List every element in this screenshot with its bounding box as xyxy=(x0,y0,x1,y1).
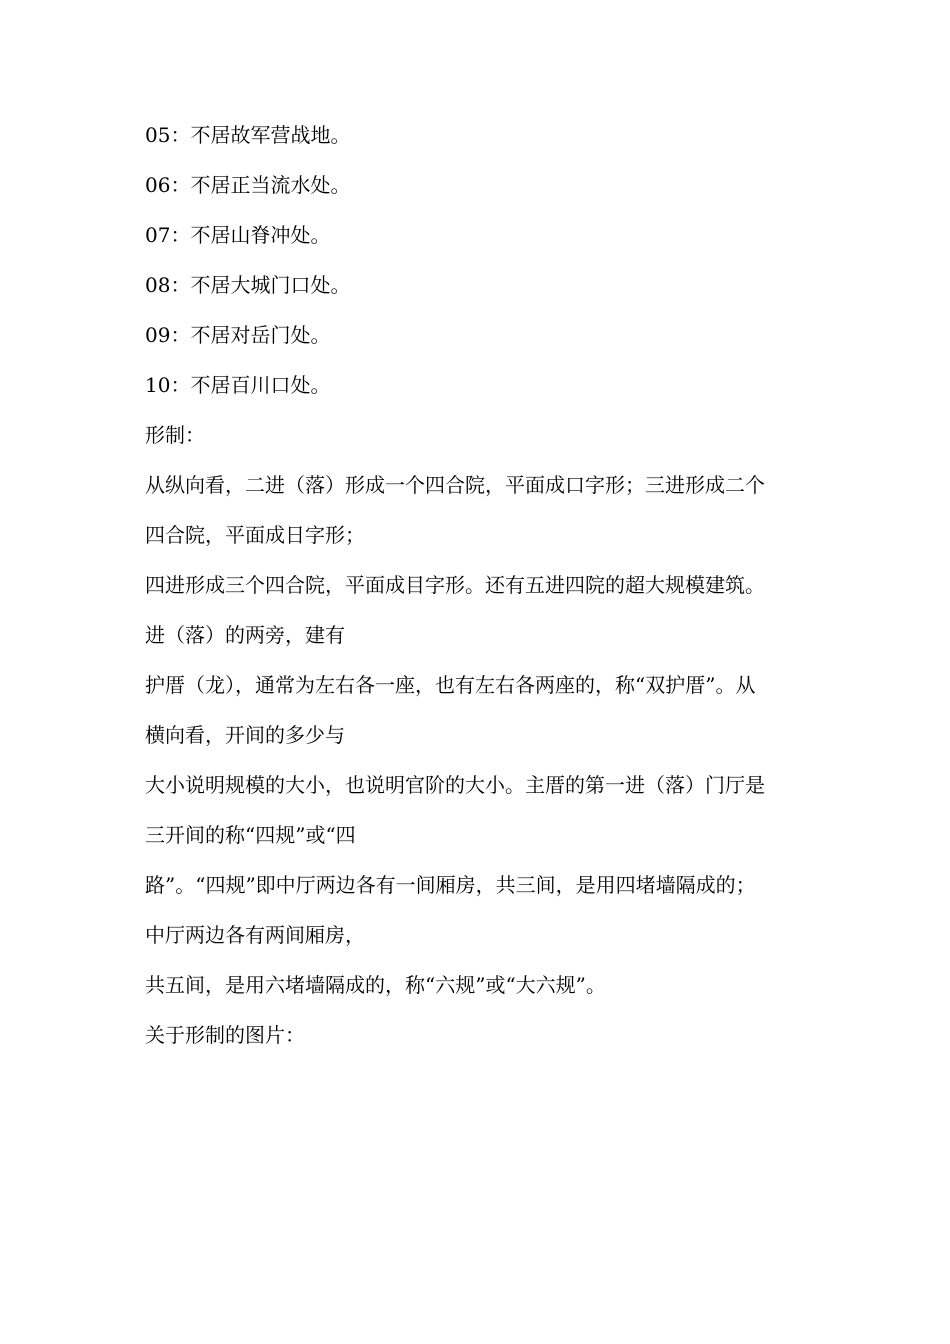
text-line-17: 中厅两边各有两间厢房， xyxy=(145,923,365,947)
text-line-16: 路”。“四规”即中厅两边各有一间厢房，共三间，是用四堵墙隔成的； xyxy=(145,873,756,897)
text-line-15: 三开间的称“四规”或“四 xyxy=(145,823,356,847)
text-line-18: 共五间，是用六堵墙隔成的，称“六规”或“大六规”。 xyxy=(145,973,606,997)
text-line-10: 四进形成三个四合院，平面成目字形。还有五进四院的超大规模建筑。 xyxy=(145,573,765,597)
text-line-9: 四合院，平面成日字形； xyxy=(145,523,365,547)
text-line-1: 05：不居故军营战地。 xyxy=(145,123,351,147)
text-line-6: 10：不居百川口处。 xyxy=(145,373,331,397)
text-line-12: 护厝（龙），通常为左右各一座，也有左右各两座的，称“双护厝”。从 xyxy=(145,673,756,697)
text-line-11: 进（落）的两旁，建有 xyxy=(145,623,345,647)
text-line-5: 09：不居对岳门处。 xyxy=(145,323,331,347)
text-line-4: 08：不居大城门口处。 xyxy=(145,273,351,297)
text-line-19: 关于形制的图片： xyxy=(145,1023,305,1047)
text-line-14: 大小说明规模的大小，也说明官阶的大小。主厝的第一进（落）门厅是 xyxy=(145,773,765,797)
section-heading-form: 形制： xyxy=(145,423,205,447)
text-line-13: 横向看，开间的多少与 xyxy=(145,723,345,747)
text-line-8: 从纵向看，二进（落）形成一个四合院，平面成口字形；三进形成二个 xyxy=(145,473,765,497)
text-line-2: 06：不居正当流水处。 xyxy=(145,173,351,197)
document-body xyxy=(145,120,815,1070)
text-line-3: 07：不居山脊冲处。 xyxy=(145,223,331,247)
